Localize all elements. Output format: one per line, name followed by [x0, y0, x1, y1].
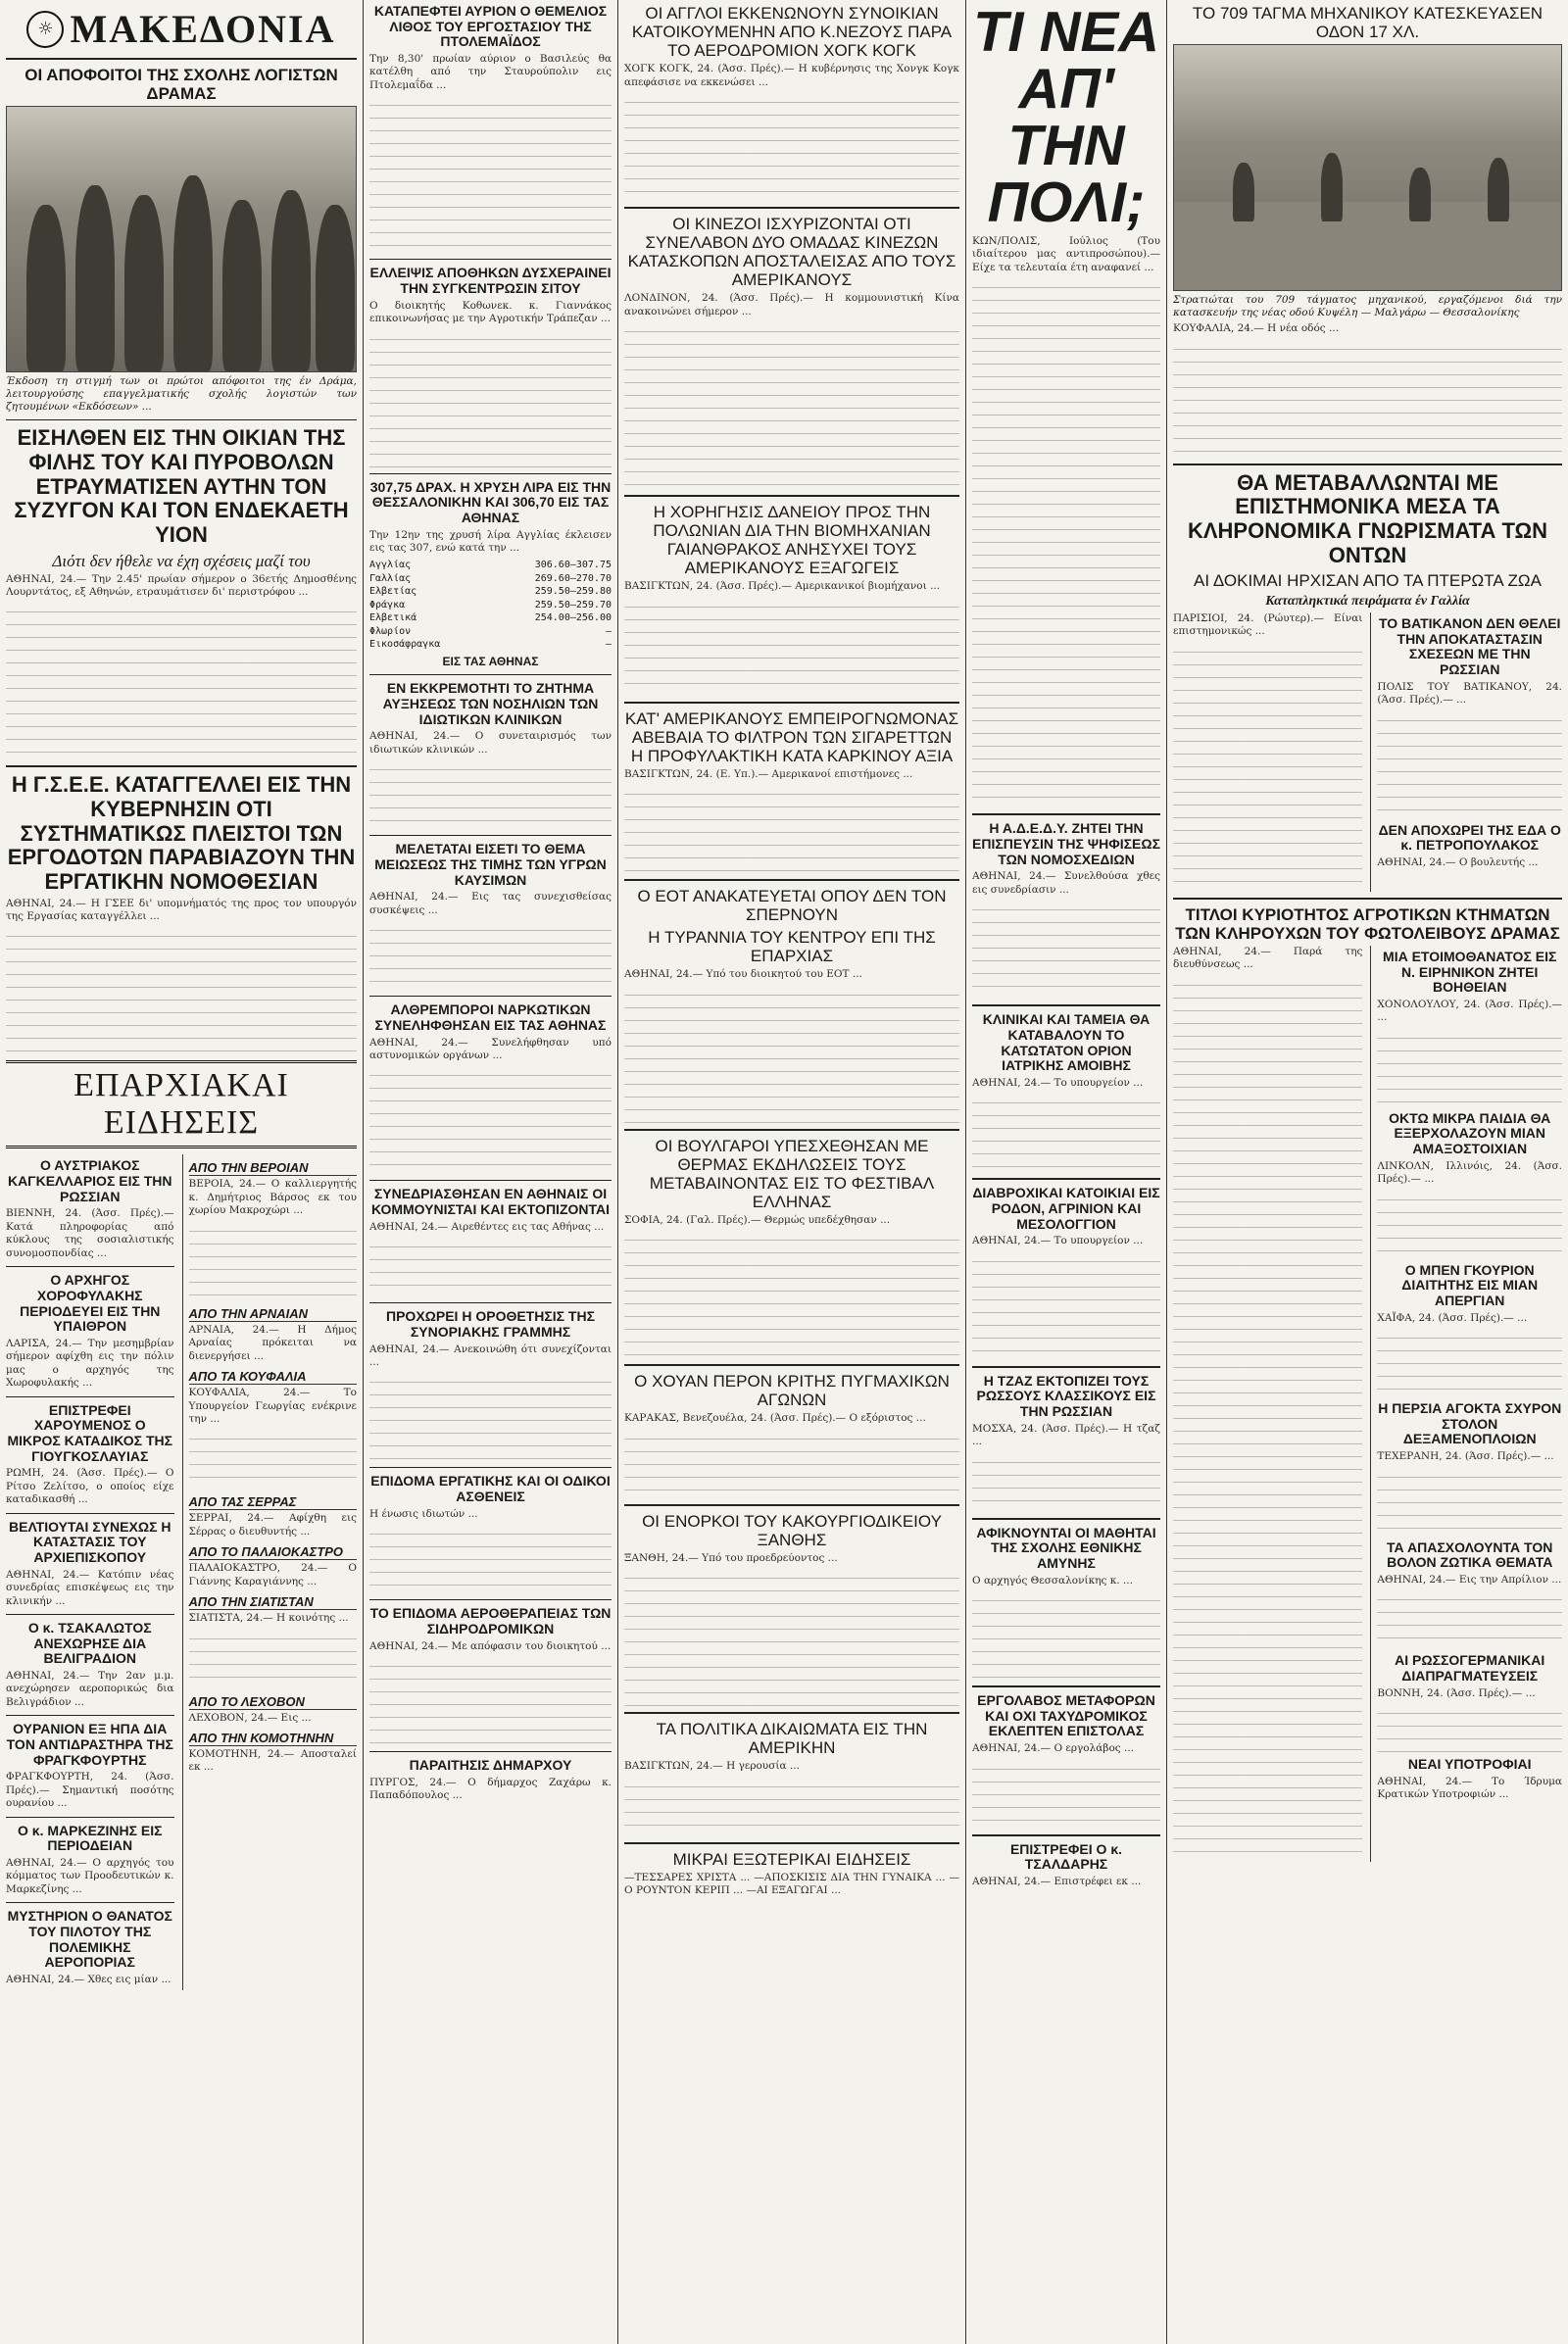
article-text: ΑΘΗΝΑΙ, 24.— Χθες εις μίαν ... [6, 1974, 172, 1985]
emblem-icon: ☼ [26, 11, 64, 48]
article-filler [189, 1222, 358, 1300]
headline: ΣΥΝΕΔΡΙΑΣΘΗΣΑΝ ΕΝ ΑΘΗΝΑΙΣ ΟΙ ΚΟΜΜΟΥΝΙΣΤΑΙ ΚΑΙ ΕΚΤΟΠΙΖΟΝΤΑΙ [370, 1186, 611, 1218]
region-head: ΑΠΟ ΤΗΝ ΒΕΡΟΙΑΝ [189, 1160, 358, 1176]
region-head: ΑΠΟ ΤΗΝ ΣΙΑΤΙΣΤΑΝ [189, 1594, 358, 1610]
subheadline: Διότι δεν ήθελε να έχη σχέσεις μαζί του [52, 551, 311, 570]
headline: ΤΑ ΠΟΛΙΤΙΚΑ ΔΙΚΑΙΩΜΑΤΑ ΕΙΣ ΤΗΝ ΑΜΕΡΙΚΗΝ [656, 1720, 928, 1758]
headline: Ο κ. ΤΣΑΚΑΛΩΤΟΣ ΑΝΕΧΩΡΗΣΕ ΔΙΑ ΒΕΛΙΓΡΑΔΙΟΝ [27, 1620, 152, 1667]
article-text: ΧΟΝΟΛΟΥΛΟΥ, 24. (Άσσ. Πρές).— ... [1377, 998, 1562, 1024]
headline: ΤΙΤΛΟΙ ΚΥΡΙΟΤΗΤΟΣ ΑΓΡΟΤΙΚΩΝ ΚΤΗΜΑΤΩΝ ΤΩΝ ΚΛΗΡΟΥΧΩΝ ΤΟΥ ΦΩΤΟΛΕΙΒΟΥΣ ΔΡΑΜΑΣ [1175, 904, 1560, 943]
region-text: ΚΟΜΟΤΗΝΗ, 24.— Αποσταλεί εκ ... [188, 1748, 357, 1774]
headline: ΜΕΛΕΤΑΤΑΙ ΕΙΣΕΤΙ ΤΟ ΘΕΜΑ ΜΕΙΩΣΕΩΣ ΤΗΣ ΤΙΜΗΣ ΤΩΝ ΥΓΡΩΝ ΚΑΥΣΙΜΩΝ [374, 841, 607, 888]
headline: ΠΑΡΑΙΤΗΣΙΣ ΔΗΜΑΡΧΟΥ [409, 1756, 572, 1773]
article-text: ΑΘΗΝΑΙ, 24.— Συνελθούσα χθες εις συνεδρίασιν ... [972, 870, 1160, 896]
region-text: ΣΙΑΤΙΣΤΑ, 24.— Η κοινότης ... [188, 1612, 349, 1625]
article-filler [369, 1525, 612, 1593]
article-text: ΤΕΧΕΡΑΝΗ, 24. (Άσσ. Πρές).— ... [1377, 1450, 1554, 1463]
headline: ΘΑ ΜΕΤΑΒΑΛΛΩΝΤΑΙ ΜΕ ΕΠΙΣΤΗΜΟΝΙΚΑ ΜΕΣΑ ΤΑ ΚΛΗΡΟΝΟΜΙΚΑ ΓΝΩΡΙΣΜΑΤΑ ΤΩΝ ΟΝΤΩΝ [1187, 469, 1548, 567]
section-title: ΕΠΑΡΧΙΑΚΑΙ ΕΙΔΗΣΕΙΣ [6, 1060, 357, 1148]
article-filler [369, 921, 612, 990]
article-text: ΑΘΗΝΑΙ, 24.— Ο εργολάβος ... [972, 1742, 1135, 1755]
article-text: ΒΑΣΙΓΚΤΩΝ, 24. (Άσσ. Πρές).— Αμερικανικοί βιομήχανοι ... [624, 580, 941, 593]
headline: ΟΙ ΚΙΝΕΖΟΙ ΙΣΧΥΡΙΖΟΝΤΑΙ ΟΤΙ ΣΥΝΕΛΑΒΟΝ ΔΥΟ ΟΜΑΔΑΣ ΚΙΝΕΖΩΝ ΚΑΤΑΣΚΟΠΩΝ ΑΠΟΣΤΑΛΕΙΣΑΣ ΑΠΟ ΤΟΥΣ ΑΜΕΡΙΚΑΝΟΥΣ [627, 214, 956, 290]
headline: ΚΑΤΑΠΕΦΤΕΙ ΑΥΡΙΟΝ Ο ΘΕΜΕΛΙΟΣ ΛΙΘΟΣ ΤΟΥ ΕΡΓΟΣΤΑΣΙΟΥ ΤΗΣ ΠΤΟΛΕΜΑΪΔΟΣ [373, 3, 608, 50]
article-filler [369, 1238, 612, 1296]
headline: ΔΙΑΒΡΟΧΙΚΑΙ ΚΑΤΟΙΚΙΑΙ ΕΙΣ ΡΟΔΟΝ, ΑΓΡΙΝΙΟΝ ΚΑΙ ΜΕΣΟΛΟΓΓΙΟΝ [972, 1185, 1160, 1232]
headline: ΕΠΙΔΟΜΑ ΕΡΓΑΤΙΚΗΣ ΚΑΙ ΟΙ ΟΔΙΚΟΙ ΑΣΘΕΝΕΙΣ [370, 1473, 611, 1505]
article-filler [6, 603, 357, 759]
headline: Ο ΕΟΤ ΑΝΑΚΑΤΕΥΕΤΑΙ ΟΠΟΥ ΔΕΝ ΤΟΝ ΣΠΕΡΝΟΥΝ [637, 887, 947, 925]
article-filler [972, 278, 1160, 807]
article-filler [624, 986, 959, 1123]
headline: ΑΙ ΔΟΚΙΜΑΙ ΗΡΧΙΣΑΝ ΑΠΟ ΤΑ ΠΤΕΡΩΤΑ ΖΩΑ [1194, 571, 1542, 591]
article-filler [369, 1373, 612, 1461]
article-text: ΑΘΗΝΑΙ, 24.— Εις τας συνεχισθείσας συσκέψεις ... [369, 891, 612, 916]
headline: Ο κ. ΜΑΡΚΕΖΙΝΗΣ ΕΙΣ ΠΕΡΙΟΔΕΙΑΝ [17, 1822, 163, 1854]
article-filler [1377, 1704, 1562, 1753]
article-text: Την 12ην της χρυσή λίρα Αγγλίας έκλεισεν εις τας 307, ενώ κατά την ... [369, 528, 612, 554]
photo-caption: Έκδοση τη στιγμή των οι πρώτοι απόφοιτοι της έν Δράμα, λειτουργούσης επαγγελματικής σχολής λογιστών των ζητουμένων «Εκδόσεων» ... [6, 375, 357, 414]
article-text: ΛΟΝΔΙΝΟΝ, 24. (Άσσ. Πρές).— Η κομμουνιστική Κίνα ανακοινώνει σήμερον ... [624, 292, 959, 317]
article-filler [1377, 1029, 1562, 1107]
headline: ΤΑ ΑΠΑΣΧΟΛΟΥΝΤΑ ΤΟΝ ΒΟΛΟΝ ΖΩΤΙΚΑ ΘΕΜΑΤΑ [1387, 1538, 1553, 1571]
headline: Ο ΜΠΕΝ ΓΚΟΥΡΙΟΝ ΔΙΑΙΤΗΤΗΣ ΕΙΣ ΜΙΑΝ ΑΠΕΡΓΙΑΝ [1401, 1261, 1539, 1309]
article-text: Η ένωσις ιδιωτών ... [369, 1507, 478, 1520]
column-2 [364, 0, 617, 2344]
article-filler [624, 1231, 959, 1358]
article-filler [189, 1630, 358, 1688]
masthead-title: ΜΑΚΕΔΟΝΙΑ [70, 7, 336, 51]
subcolumn [1370, 946, 1562, 1862]
photo-caption: Στρατιώται του 709 τάγματος μηχανικού, εργαζόμενοι διά την κατασκευήν της νέας οδού Κυψέλη — Μαλγάρω — Θεσσαλονίκης [1173, 294, 1562, 319]
headline: Η Γ.Σ.Ε.Ε. ΚΑΤΑΓΓΕΛΛΕΙ ΕΙΣ ΤΗΝ ΚΥΒΕΡΝΗΣΙΝ ΟΤΙ ΣΥΣΤΗΜΑΤΙΚΩΣ ΠΛΕΙΣΤΟΙ ΤΩΝ ΕΡΓΟΔΟΤΩΝ ΠΑΡΑΒΙΑΖΟΥΝ ΤΗΝ ΕΡΓΑΤΙΚΗΝ ΝΟΜΟΘΕΣΙΑΝ [7, 772, 356, 894]
headline: ΟΙ ΒΟΥΛΓΑΡΟΙ ΥΠΕΣΧΕΘΗΣΑΝ ΜΕ ΘΕΡΜΑΣ ΕΚΔΗΛΩΣΕΙΣ ΤΟΥΣ ΜΕΤΑΒΑΙΝΟΝΤΑΣ ΕΙΣ ΤΟ ΦΕΣΤΙΒΑΛ ΕΛΛΗΝΑΣ [649, 1136, 935, 1211]
headline: ΤΟ ΕΠΙΔΟΜΑ ΑΕΡΟΘΕΡΑΠΕΙΑΣ ΤΩΝ ΣΙΔΗΡΟΔΡΟΜΙΚΩΝ [369, 1605, 612, 1636]
region-head: ΑΠΟ ΤΗΝ ΚΟΜΟΤΗΝΗΝ [189, 1731, 358, 1746]
article-text: ΒΑΣΙΓΚΤΩΝ, 24.— Η γερουσία ... [624, 1760, 800, 1773]
article-filler [624, 1778, 959, 1836]
article-text: ΣΟΦΙΑ, 24. (Γαλ. Πρές).— Θερμώς υπεδέχθησαν ... [624, 1213, 891, 1226]
region-text: ΠΑΛΑΙΟΚΑΣΤΡΟ, 24.— Ο Γιάννης Καραγιάννης ... [188, 1562, 357, 1587]
headline: ΟΙ ΑΠΟΦΟΙΤΟΙ ΤΗΣ ΣΧΟΛΗΣ ΛΟΓΙΣΤΩΝ ΔΡΑΜΑΣ [24, 66, 338, 104]
headline: ΟΙ ΑΓΓΛΟΙ ΕΚΚΕΝΩΝΟΥΝ ΣΥΝΟΙΚΙΑΝ ΚΑΤΟΙΚΟΥΜΕΝΗΝ ΑΠΟ Κ.ΝΕΖΟΥΣ ΠΑΡΑ ΤΟ ΑΕΡΟΔΡΟΜΙΟΝ ΧΟΓΚ ΚΟΓΚ [631, 4, 953, 61]
subcolumn [1173, 946, 1362, 1862]
article-text: ΑΘΗΝΑΙ, 24.— Ανεκοινώθη ότι συνεχίζονται ... [369, 1343, 612, 1368]
headline: ΕΛΛΕΙΨΙΣ ΑΠΟΘΗΚΩΝ ΔΥΣΧΕΡΑΙΝΕΙ ΤΗΝ ΣΥΓΚΕΝΤΡΩΣΙΝ ΣΙΤΟΥ [369, 265, 612, 296]
article-text: ΛΙΝΚΟΛΝ, Ιλλινόις, 24. (Άσσ. Πρές).— ... [1377, 1159, 1562, 1186]
subcolumn-regions [182, 1154, 358, 1990]
article-text: ΒΑΣΙΓΚΤΩΝ, 24. (Ε. Υπ.).— Αμερικανοί επιστήμονες ... [624, 767, 913, 780]
article-text: Ο διοικητής Κοθωνεκ. κ. Γιαννάκος επικοινωνήσας με την Αγροτικήν Τράπεζαν ... [369, 299, 612, 325]
article-filler [624, 1430, 959, 1498]
headline: ΚΑΤ' ΑΜΕΡΙΚΑΝΟΥΣ ΕΜΠΕΙΡΟΓΝΩΜΟΝΑΣ ΑΒΕΒΑΙΑ ΤΟ ΦΙΛΤΡΟΝ ΤΩΝ ΣΙΓΑΡΕΤΤΩΝ Η ΠΡΟΦΥΛΑΚΤΙΚΗ ΚΑΤΑ ΚΑΡΚΙΝΟΥ ΑΞΙΑ [624, 708, 959, 765]
masthead [6, 6, 357, 52]
headline: ΜΙΚΡΑΙ ΕΞΩΤΕΡΙΚΑΙ ΕΙΔΗΣΕΙΣ [672, 1849, 911, 1869]
article-text: ΑΘΗΝΑΙ, 24.— Ο βουλευτής ... [1377, 855, 1539, 868]
article-filler [624, 598, 959, 696]
headline: ΕΠΙΣΤΡΕΦΕΙ Ο κ. ΤΣΑΛΔΑΡΗΣ [1009, 1840, 1123, 1873]
article-text: ΑΘΗΝΑΙ, 24.— Παρά της διευθύνσεως ... [1173, 945, 1363, 971]
article-filler [1377, 1329, 1562, 1397]
article-filler [369, 1657, 612, 1745]
headline: Η ΧΟΡΗΓΗΣΙΣ ΔΑΝΕΙΟΥ ΠΡΟΣ ΤΗΝ ΠΟΛΩΝΙΑΝ ΔΙΑ ΤΗΝ ΒΙΟΜΗΧΑΝΙΑΝ ΓΑΙΑΝΘΡΑΚΟΣ ΑΝΗΣΥΧΕΙ ΤΟΥΣ ΑΜΕΡΙΚΑΝΟΥΣ ΕΞΑΓΩΓΕΙΣ [653, 502, 931, 578]
article-filler [369, 330, 612, 467]
article-text: ΧΟΓΚ ΚΟΓΚ, 24. (Άσσ. Πρές).— Η κυβέρνησις της Χονγκ Κογκ απεφάσισε να εκκενώσει ... [624, 63, 959, 88]
article-text: ΞΑΝΘΗ, 24.— Υπό του προεδρεύοντος ... [624, 1551, 838, 1564]
headline: ΚΛΙΝΙΚΑΙ ΚΑΙ ΤΑΜΕΙΑ ΘΑ ΚΑΤΑΒΑΛΟΥΝ ΤΟ ΚΑΤΩΤΑΤΟΝ ΟΡΙΟΝ ΙΑΤΡΙΚΗΣ ΑΜΟΙΒΗΣ [982, 1011, 1151, 1074]
article-text: ΑΘΗΝΑΙ, 24.— Ο συνεταιρισμός των ιδιωτικών κλινικών ... [369, 730, 612, 756]
article-text: ΧΑΪΦΑ, 24. (Άσσ. Πρές).— ... [1377, 1311, 1528, 1324]
headline: ΑΙ ΡΩΣΣΟΓΕΡΜΑΝΙΚΑΙ ΔΙΑΠΡΑΓΜΑΤΕΥΣΕΙΣ [1395, 1652, 1545, 1685]
article-text: ΚΑΡΑΚΑΣ, Βενεζουέλα, 24. (Άσσ. Πρές).— Ο εξόριστος ... [624, 1412, 926, 1425]
subcolumn-left [6, 1154, 174, 1990]
column-left [0, 0, 363, 2344]
article-filler [972, 901, 1160, 999]
article-filler [6, 927, 357, 1054]
article-filler [624, 1569, 959, 1706]
headline: ΟΙ ΕΝΟΡΚΟΙ ΤΟΥ ΚΑΚΟΥΡΓΙΟΔΙΚΕΙΟΥ ΞΑΝΘΗΣ [642, 1511, 942, 1549]
article-text: ΑΘΗΝΑΙ, 24.— Την 2.45' πρωίαν σήμερον ο 36ετής Δημοσθένης Λουρντάτος, εξ Αθηνών, ετραυμάτισεν δι' περιστρόφου ... [6, 572, 357, 599]
article-text: ΑΘΗΝΑΙ, 24.— Ο αρχηγός του κόμματος των Προοδευτικών κ. Μαρκεζίνης ... [6, 1857, 174, 1895]
headline: ΝΕΑΙ ΥΠΟΤΡΟΦΙΑΙ [1407, 1756, 1532, 1773]
article-text: ΑΘΗΝΑΙ, 24.— Το υπουργείον ... [972, 1076, 1144, 1089]
subheadline: ΕΙΣ ΤΑΣ ΑΘΗΝΑΣ [442, 654, 539, 668]
region-text: ΑΡΝΑΙΑ, 24.— Η Δήμος Αρναίας πρόκειται να διενεργήσει ... [188, 1323, 357, 1362]
article-text: ΑΘΗΝΑΙ, 24.— Κατόπιν νέας συνεδρίας επισκέψεως εις την κλινικήν ... [6, 1568, 174, 1607]
article-text: ΡΩΜΗ, 24. (Άσσ. Πρές).— Ο Ρίτσο Ζελίτσο, ο οποίος είχε καταδικασθή ... [6, 1467, 174, 1506]
headline: Ο ΧΟΥΑΝ ΠΕΡΟΝ ΚΡΙΤΗΣ ΠΥΓΜΑΧΙΚΩΝ ΑΓΩΝΩΝ [634, 1372, 950, 1410]
graduates-photo [6, 106, 357, 372]
headline: ΟΚΤΩ ΜΙΚΡΑ ΠΑΙΔΙΑ ΘΑ ΕΞΕΡΧΟΛΑΖΟΥΝ ΜΙΑΝ ΑΜΑΞΟΣΤΟΙΧΙΑΝ [1389, 1109, 1551, 1157]
article-text: Την 8,30' πρωίαν αύριον ο Βασιλεύς θα κατέλθη από την Σταυρούπολιν εις Πτολεμαΐδα ... [369, 53, 612, 91]
subheadline: Καταπληκτικά πειράματα έν Γαλλία [1265, 594, 1470, 610]
article-text: ΑΘΗΝΑΙ, 24.— Η ΓΣΕΕ δι' υπομνήματός της προς τον υπουργόν της Εργασίας καταγγέλλει ... [6, 897, 357, 923]
headline: Η ΤΖΑΖ ΕΚΤΟΠΙΖΕΙ ΤΟΥΣ ΡΩΣΣΟΥΣ ΚΛΑΣΣΙΚΟΥΣ ΕΙΣ ΤΗΝ ΡΩΣΣΙΑΝ [976, 1372, 1156, 1420]
article-text: ΑΘΗΝΑΙ, 24.— Εις την Απρίλιον ... [1377, 1573, 1562, 1586]
column-3 [618, 0, 965, 2344]
article-filler [972, 1252, 1160, 1360]
headline: Η ΤΥΡΑΝΝΙΑ ΤΟΥ ΚΕΝΤΡΟΥ ΕΠΙ ΤΗΣ ΕΠΑΡΧΙΑΣ [648, 928, 936, 966]
headline: ΑΦΙΚΝΟΥΝΤΑΙ ΟΙ ΜΑΘΗΤΑΙ ΤΗΣ ΣΧΟΛΗΣ ΕΘΝΙΚΗΣ ΑΜΥΝΗΣ [976, 1524, 1156, 1572]
article-filler [369, 96, 612, 253]
region-text: ΚΟΥΦΑΛΙΑ, 24.— Το Υπουργείον Γεωργίας ενέκρινε την ... [188, 1387, 357, 1425]
article-text: ΑΘΗΝΑΙ, 24.— Υπό του διοικητού του ΕΟΤ ... [624, 968, 862, 981]
article-text: ΒΙΕΝΝΗ, 24. (Άσσ. Πρές).— Κατά πληροφορίας από κύκλους της σοσιαλιστικής συνομοσπονδίας ... [6, 1207, 174, 1259]
article-text: ΠΥΡΓΟΣ, 24.— Ο δήμαρχος Ζαχάρω κ. Παπαδόπουλος ... [369, 1776, 612, 1802]
headline: Ο ΑΡΧΗΓΟΣ ΧΟΡΟΦΥΛΑΚΗΣ ΠΕΡΙΟΔΕΥΕΙ ΕΙΣ ΤΗΝ ΥΠΑΙΘΡΟΝ [20, 1272, 161, 1335]
headline: ΜΙΑ ΕΤΟΙΜΟΘΑΝΑΤΟΣ ΕΙΣ Ν. ΕΙΡΗΝΙΚΟΝ ΖΗΤΕΙ ΒΟΗΘΕΙΑΝ [1383, 948, 1557, 996]
article-text: ΦΡΑΓΚΦΟΥΡΤΗ, 24. (Άσσ. Πρές).— Σημαντική ποσότης ουρανίου ... [6, 1771, 174, 1810]
subcolumn [1173, 612, 1362, 892]
article-text: ΛΑΡΙΣΑ, 24.— Την μεσημβρίαν σήμερον αφίχθη εις την πόλιν μας ο αρχηγός της Χωροφυλακής ... [6, 1337, 174, 1390]
gold-rates-table: Αγγλίας 306.60—307.75 Γαλλίας 269.60—270.70 Ελβετίας 259.50—259.80 Φράγκα 259.50—259.70 Ελβετικά 254.00—256.00 Φλωρίον — Εικοσάφραγκα — [369, 560, 612, 651]
headline: ΕΡΓΟΛΑΒΟΣ ΜΕΤΑΦΟΡΩΝ ΚΑΙ ΟΧΙ ΤΑΧΥΔΡΟΜΙΚΟΣ ΕΚΛΕΠΤΕΝ ΕΠΙΣΤΟΛΑΣ [977, 1692, 1155, 1739]
article-filler [1377, 1191, 1562, 1259]
headline: ΠΡΟΧΩΡΕΙ Η ΟΡΟΘΕΤΗΣΙΣ ΤΗΣ ΣΥΝΟΡΙΑΚΗΣ ΓΡΑΜΜΗΣ [385, 1308, 595, 1340]
article-text: ΑΘΗΝΑΙ, 24.— Αιρεθέντες εις τας Αθήνας ... [369, 1220, 605, 1233]
article-filler [624, 322, 959, 489]
headline: ΑΛΘΡΕΜΠΟΡΟΙ ΝΑΡΚΩΤΙΚΩΝ ΣΥΝΕΛΗΦΘΗΣΑΝ ΕΙΣ ΤΑΣ ΑΘΗΝΑΣ [374, 1001, 607, 1033]
article-text: ΚΩΝ/ΠΟΛΙΣ, Ιούλιος (Του ιδιαίτερου μας αντιπροσώπου).— Είχε τα τελευταία έτη αναφανεί ... [972, 235, 1160, 273]
road-construction-photo [1173, 44, 1562, 291]
region-head: ΑΠΟ ΤΟ ΠΑΛΑΙΟΚΑΣΤΡΟ [189, 1544, 358, 1560]
article-filler [1173, 643, 1362, 888]
region-text: ΒΕΡΟΙΑ, 24.— Ο καλλιεργητής κ. Δημήτριος Βάρσος εκ του χωρίου Μακροχώρι ... [188, 1178, 357, 1217]
article-text: ΚΟΥΦΑΛΙΑ, 24.— Η νέα οδός ... [1173, 322, 1340, 335]
article-filler [1377, 1468, 1562, 1537]
headline: ΕΙΣΗΛΘΕΝ ΕΙΣ ΤΗΝ ΟΙΚΙΑΝ ΤΗΣ ΦΙΛΗΣ ΤΟΥ ΚΑΙ ΠΥΡΟΒΟΛΩΝ ΕΤΡΑΥΜΑΤΙΣΕΝ ΑΥΤΗΝ ΤΟΝ ΣΥΖΥΓΟΝ ΚΑΙ ΤΟΝ ΕΝΔΕΚΑΕΤΗ ΥΙΟΝ [14, 425, 349, 547]
headline: ΔΕΝ ΑΠΟΧΩΡΕΙ ΤΗΣ ΕΔΑ Ο κ. ΠΕΤΡΟΠΟΥΛΑΚΟΣ [1378, 821, 1561, 854]
article-filler [189, 1430, 358, 1489]
region-head: ΑΠΟ ΤΗΝ ΑΡΝΑΙΑΝ [189, 1306, 358, 1322]
article-filler [369, 760, 612, 829]
subcolumn [1370, 612, 1562, 892]
region-text: ΣΕΡΡΑΙ, 24.— Αφίχθη εις Σέρρας ο διευθυντής ... [188, 1512, 357, 1538]
headline: Η Α.Δ.Ε.Δ.Υ. ΖΗΤΕΙ ΤΗΝ ΕΠΙΣΠΕΥΣΙΝ ΤΗΣ ΨΗΦΙΣΕΩΣ ΤΩΝ ΝΟΜΟΣΧΕΔΙΩΝ [972, 820, 1160, 867]
article-filler [624, 785, 959, 873]
article-filler [972, 1760, 1160, 1829]
article-filler [369, 1066, 612, 1174]
article-filler [1377, 711, 1562, 819]
headline: ΕΠΙΣΤΡΕΦΕΙ ΧΑΡΟΥΜΕΝΟΣ Ο ΜΙΚΡΟΣ ΚΑΤΑΔΙΚΟΣ ΤΗΣ ΓΙΟΥΓΚΟΣΛΑΥΙΑΣ [7, 1401, 173, 1464]
headline: ΤΟ ΒΑΤΙΚΑΝΟΝ ΔΕΝ ΘΕΛΕΙ ΤΗΝ ΑΠΟΚΑΤΑΣΤΑΣΙΝ ΣΧΕΣΕΩΝ ΜΕ ΤΗΝ ΡΩΣΣΙΑΝ [1378, 614, 1561, 677]
article-filler [1173, 340, 1562, 458]
region-head: ΑΠΟ ΤΑ ΚΟΥΦΑΛΙΑ [189, 1369, 358, 1385]
region-head: ΑΠΟ ΤΟ ΛΕΧΟΒΟΝ [189, 1694, 358, 1710]
article-filler [972, 1591, 1160, 1680]
article-text: —ΤΕΣΣΑΡΕΣ ΧΡΙΣΤΑ ... —ΑΠΟΣΚΙΣΙΣ ΔΙΑ ΤΗΝ ΓΥΝΑΙΚΑ ... —Ο ΡΟΥΝΤΟΝ ΚΕΡΙΠ ... —ΑΙ ΕΞΑΓΩΓΑΙ ... [624, 1871, 959, 1897]
article-filler [1377, 1590, 1562, 1649]
article-filler [972, 1453, 1160, 1512]
region-text: ΛΕΧΟΒΟΝ, 24.— Εις ... [188, 1711, 312, 1724]
headline: 307,75 ΔΡΑΧ. Η ΧΡΥΣΗ ΛΙΡΑ ΕΙΣ ΤΗΝ ΘΕΣΣΑΛΟΝΙΚΗΝ ΚΑΙ 306,70 ΕΙΣ ΤΑΣ ΑΘΗΝΑΣ [369, 478, 612, 525]
article-text: ΑΘΗΝΑΙ, 24.— Το υπουργείον ... [972, 1235, 1144, 1247]
article-text: ΒΟΝΝΗ, 24. (Άσσ. Πρές).— ... [1377, 1686, 1536, 1699]
region-head: ΑΠΟ ΤΑΣ ΣΕΡΡΑΣ [189, 1494, 358, 1510]
headline: ΤΟ 709 ΤΑΓΜΑ ΜΗΧΑΝΙΚΟΥ ΚΑΤΕΣΚΕΥΑΣΕΝ ΟΔΟΝ 17 ΧΛ. [1192, 4, 1544, 42]
headline: ΕΝ ΕΚΚΡΕΜΟΤΗΤΙ ΤΟ ΖΗΤΗΜΑ ΑΥΞΗΣΕΩΣ ΤΩΝ ΝΟΣΗΛΙΩΝ ΤΩΝ ΙΔΙΩΤΙΚΩΝ ΚΛΙΝΙΚΩΝ [382, 680, 599, 727]
article-text: ΜΟΣΧΑ, 24. (Άσσ. Πρές).— Η τζαζ ... [972, 1422, 1160, 1448]
headline: ΒΕΛΤΙΟΥΤΑΙ ΣΥΝΕΧΩΣ Η ΚΑΤΑΣΤΑΣΙΣ ΤΟΥ ΑΡΧΙΕΠΙΣΚΟΠΟΥ [9, 1518, 172, 1566]
article-text: ΠΑΡΙΣΙΟΙ, 24. (Ρώυτερ).— Είναι επιστημονικώς ... [1173, 611, 1363, 638]
article-text: ΠΟΛΙΣ ΤΟΥ ΒΑΤΙΚΑΝΟΥ, 24. (Άσσ. Πρές).— ... [1377, 680, 1562, 707]
feature-title: ΤΙ ΝΕΑ ΑΠ' ΤΗΝ ΠΟΛΙ; [972, 0, 1160, 234]
column-5 [1167, 0, 1568, 2344]
article-filler [972, 1094, 1160, 1172]
article-text: ΑΘΗΝΑΙ, 24.— Συνελήφθησαν υπό αστυνομικών οργάνων ... [369, 1036, 612, 1061]
article-text: ΑΘΗΝΑΙ, 24.— Επιστρέφει εκ ... [972, 1875, 1142, 1887]
column-4 [966, 0, 1166, 2344]
article-filler [1173, 976, 1362, 1858]
headline: Ο ΑΥΣΤΡΙΑΚΟΣ ΚΑΓΚΕΛΛΑΡΙΟΣ ΕΙΣ ΤΗΝ ΡΩΣΣΙΑΝ [7, 1157, 172, 1204]
headline: ΟΥΡΑΝΙΟΝ ΕΞ ΗΠΑ ΔΙΑ ΤΟΝ ΑΝΤΙΔΡΑΣΤΗΡΑ ΤΗΣ ΦΡΑΓΚΦΟΥΡΤΗΣ [6, 1721, 173, 1768]
article-filler [624, 93, 959, 201]
headline: Η ΠΕΡΣΙΑ ΑΓΟΚΤΑ ΣΧΥΡΟΝ ΣΤΟΛΟΝ ΔΕΞΑΜΕΝΟΠΛΟΙΩΝ [1378, 1400, 1562, 1447]
article-text: Ο αρχηγός Θεσσαλονίκης κ. ... [972, 1574, 1133, 1587]
article-text: ΑΘΗΝΑΙ, 24.— Το Ίδρυμα Κρατικών Υποτροφιών ... [1377, 1775, 1562, 1801]
article-text: ΑΘΗΝΑΙ, 24.— Την 2αν μ.μ. ανεχώρησεν αεροπορικώς δια Βελιγράδιον ... [6, 1670, 174, 1708]
headline: ΜΥΣΤΗΡΙΟΝ Ο ΘΑΝΑΤΟΣ ΤΟΥ ΠΙΛΟΤΟΥ ΤΗΣ ΠΟΛΕΜΙΚΗΣ ΑΕΡΟΠΟΡΙΑΣ [7, 1908, 172, 1971]
article-text: ΑΘΗΝΑΙ, 24.— Με απόφασιν του διοικητού ... [369, 1639, 612, 1652]
